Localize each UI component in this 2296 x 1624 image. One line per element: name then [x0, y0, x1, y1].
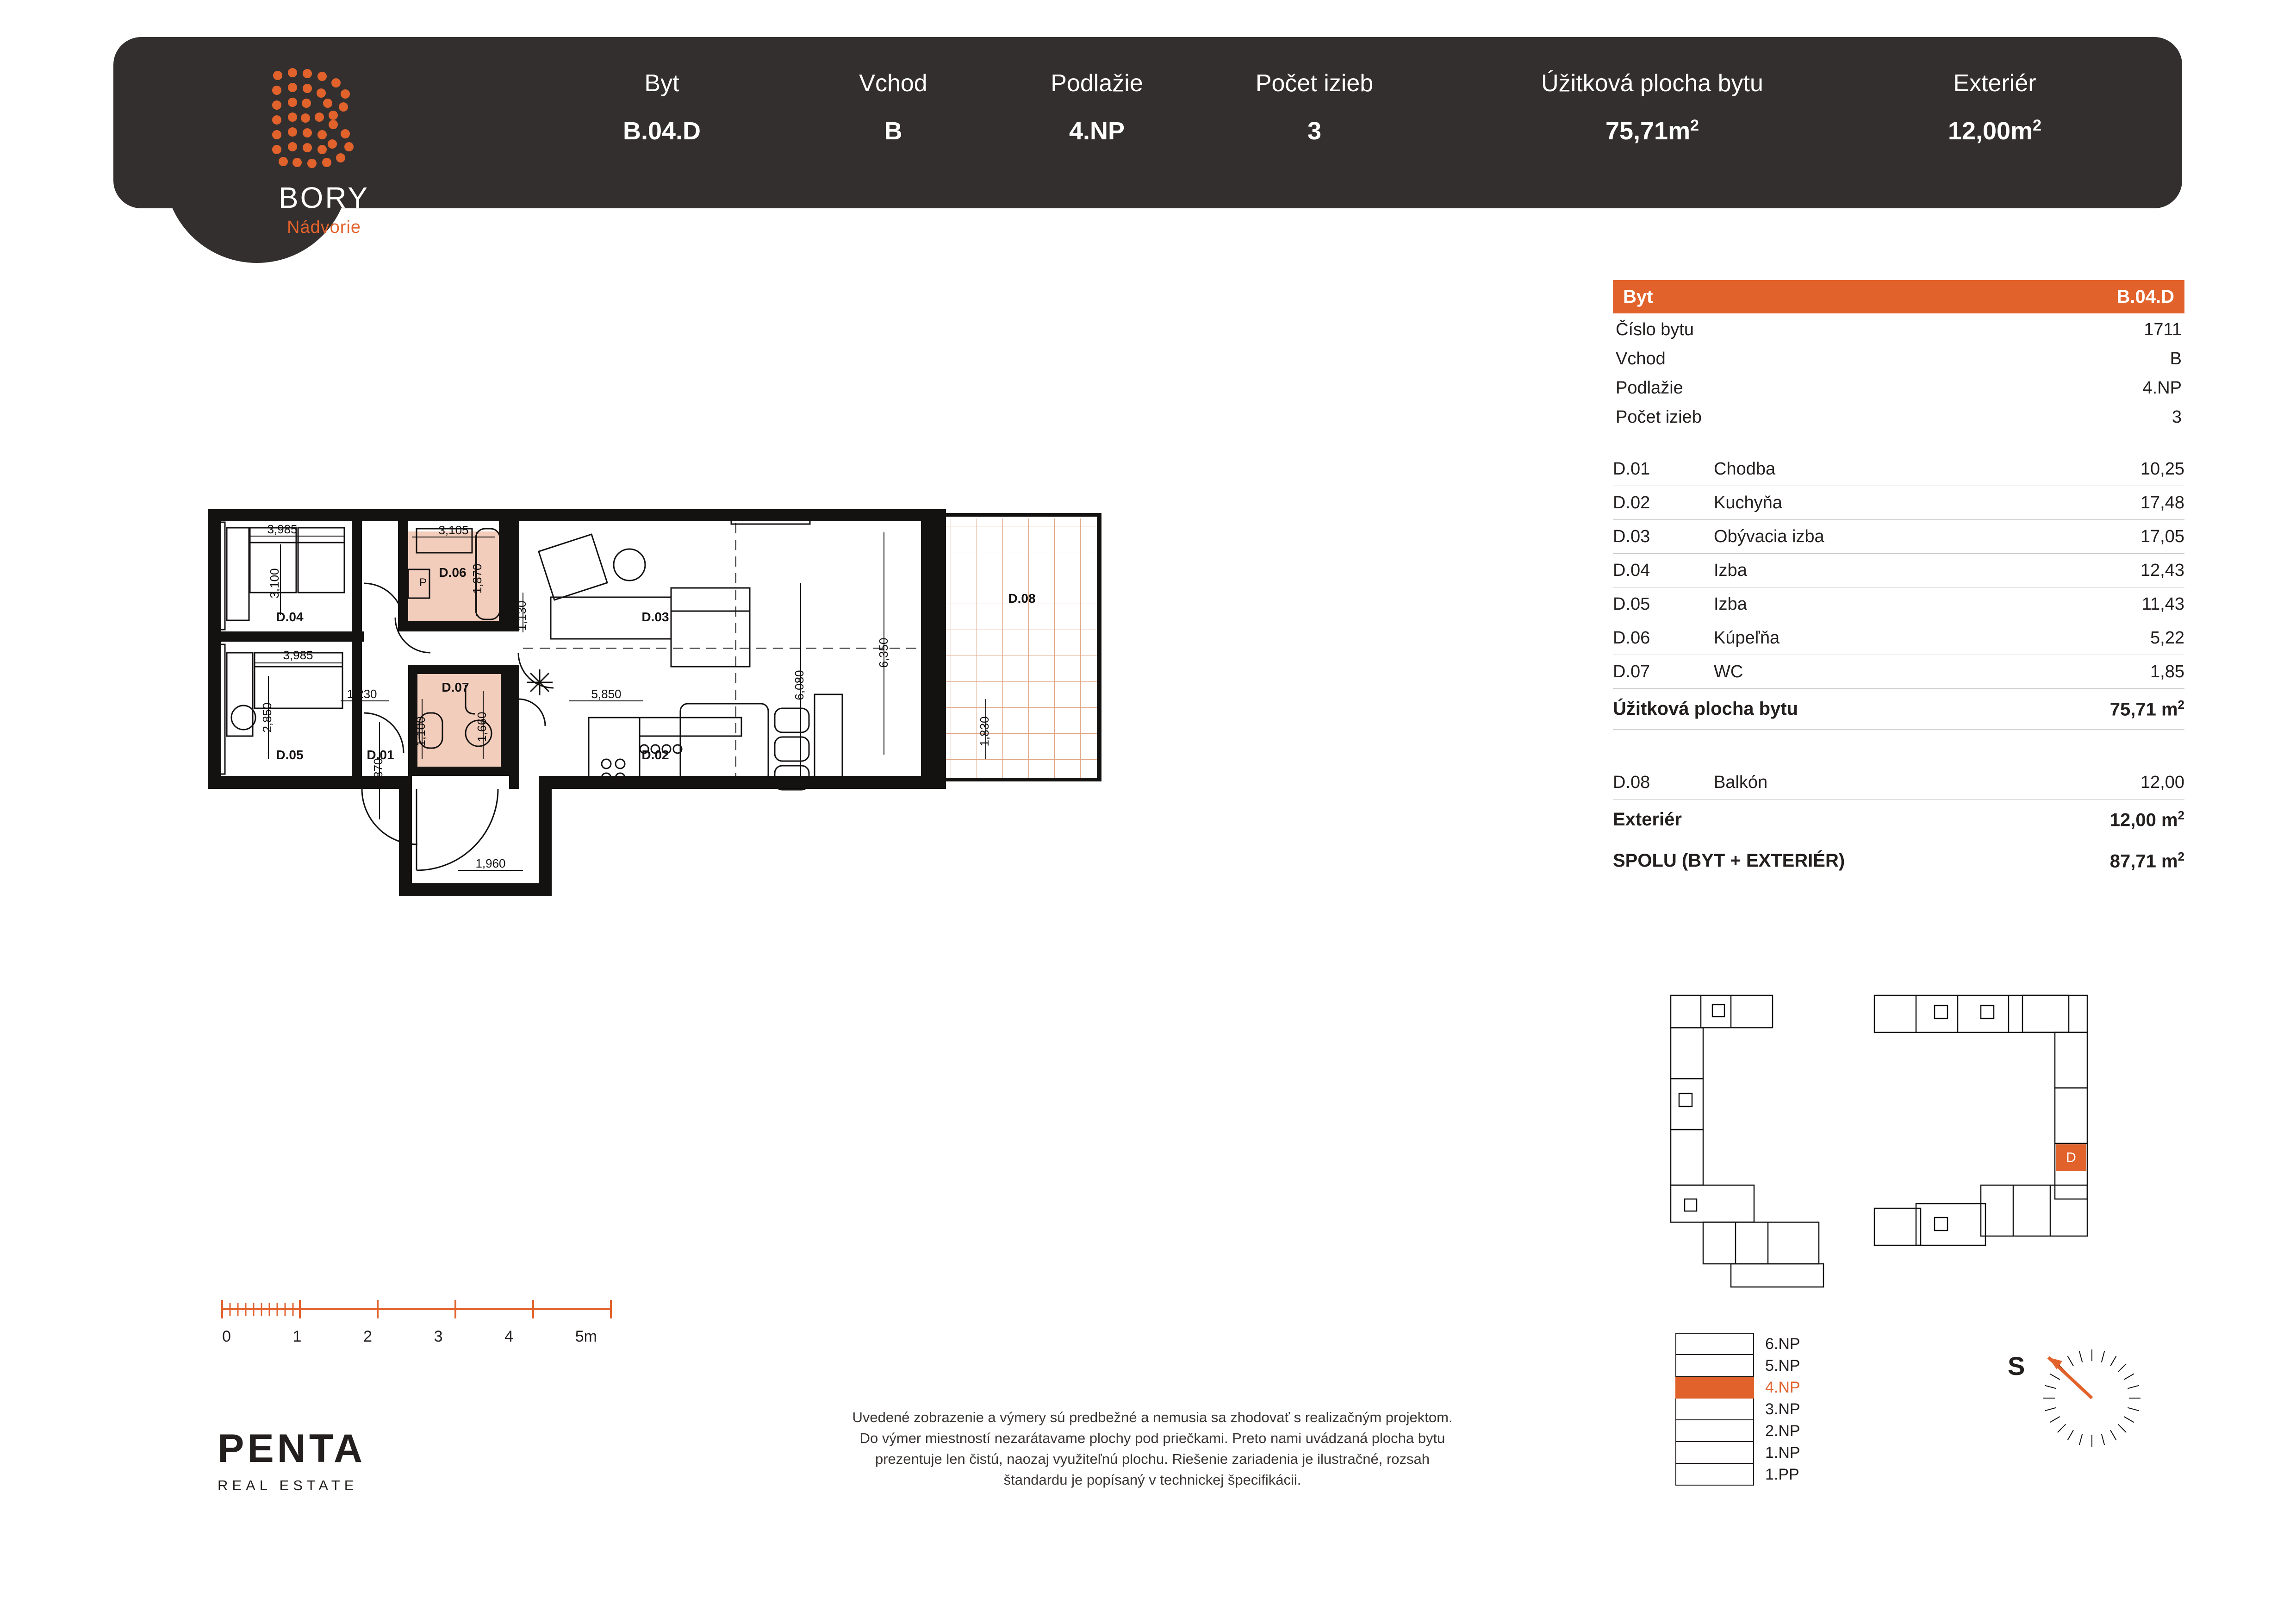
floor-row-1np[interactable] [1675, 1442, 1888, 1464]
header-col-uzitkova-plocha [1430, 69, 1874, 145]
apartment-info-table [1613, 280, 2184, 881]
floor-row-6np[interactable] [1675, 1333, 1888, 1355]
dim-text: 2,850 [260, 702, 274, 733]
meta-value-cislo-bytu: 1711 [2144, 320, 2182, 339]
floor-box[interactable] [1675, 1399, 1754, 1420]
exterior-sum-row [1613, 800, 2184, 840]
dim-text: 1,230 [347, 687, 377, 701]
scale-tick: 4 [504, 1328, 514, 1345]
dim-text: 3,985 [267, 522, 298, 536]
penta-wordmark: PENTA [218, 1426, 366, 1471]
dim-text: 1,830 [977, 716, 991, 747]
room-name: Balkón [1714, 772, 1768, 792]
brand-name: BORY [278, 181, 370, 214]
dim-text: 1,130 [515, 600, 529, 631]
scale-tick: 0 [222, 1328, 231, 1345]
floor-box[interactable] [1675, 1355, 1754, 1377]
room-label-d07: D.07 [442, 680, 469, 694]
room-area: 12,00 [2140, 772, 2184, 792]
exterior-table [1613, 766, 2184, 881]
table-row [1613, 587, 2184, 621]
floor-label: 1.PP [1765, 1466, 1799, 1483]
meta-value-vchod: B [2170, 349, 2182, 369]
header-value-vchod: B [884, 117, 902, 145]
room-name: Kúpeľňa [1714, 628, 1780, 648]
header-label-exterier: Exteriér [1953, 70, 2036, 97]
info-meta-row [1613, 401, 2184, 430]
total-value: 87,71 $m^2$ [2109, 849, 2184, 872]
room-label-d02: D.02 [641, 748, 669, 762]
exterior-label: Exteriér [1613, 809, 1682, 830]
room-label-d05: D.05 [276, 748, 304, 762]
brand-subtitle: Nádvorie [286, 218, 361, 237]
usable-area-label: Úžitková plocha bytu [1613, 699, 1798, 719]
room-code: D.01 [1613, 459, 1650, 479]
room-code: D.07 [1613, 662, 1650, 681]
info-meta-row [1613, 372, 2184, 401]
meta-value-podlazie: 4.NP [2142, 378, 2182, 398]
meta-key-pocet-izieb: Počet izieb [1616, 407, 1702, 427]
room-area: 1,85 [2150, 662, 2184, 681]
floor-label-active: 4.NP [1765, 1379, 1800, 1396]
usable-area-value: 75,71 $m^2$ [2109, 698, 2184, 720]
dim-text: 3,985 [283, 648, 313, 662]
room-code: D.02 [1613, 493, 1650, 512]
meta-key-vchod: Vchod [1616, 349, 1666, 369]
room-code: D.04 [1613, 560, 1650, 580]
header-value-uzitkova-plocha: $75,71m^2$ [1605, 117, 1699, 145]
floor-row-1pp[interactable] [1675, 1464, 1888, 1486]
penta-tagline: REAL ESTATE [218, 1477, 358, 1493]
floor-box[interactable] [1675, 1442, 1754, 1464]
floor-row-4np[interactable] [1675, 1377, 1888, 1399]
keyplan-highlight-label: D [2066, 1150, 2076, 1165]
floor-box[interactable] [1675, 1333, 1754, 1355]
site-keyplan [1657, 986, 2175, 1301]
info-title-value: B.04.D [2116, 286, 2174, 307]
dim-text: 6,080 [792, 670, 806, 700]
scale-tick: 5m [575, 1328, 597, 1345]
floor-label: 5.NP [1765, 1357, 1800, 1374]
dim-text: 1,870 [470, 563, 484, 594]
table-row [1613, 520, 2184, 554]
floor-label: 1.NP [1765, 1444, 1800, 1462]
scale-tick: 3 [434, 1328, 443, 1345]
dim-text: 5,850 [591, 687, 622, 701]
header-label-podlazie: Podlažie [1051, 70, 1143, 97]
floor-label: 2.NP [1765, 1422, 1800, 1440]
table-row [1613, 655, 2184, 689]
dim-text: 5,870 [371, 758, 385, 788]
header-label-uzitkova-plocha: Úžitková plocha bytu [1541, 70, 1763, 97]
header-col-pocet-izieb [1199, 69, 1430, 145]
floor-selector[interactable] [1675, 1333, 1888, 1486]
header-label-byt: Byt [644, 70, 679, 97]
dim-text: 1,960 [475, 856, 506, 870]
floor-box-active[interactable] [1675, 1377, 1754, 1399]
room-label-d01: D.01 [367, 748, 394, 762]
compass-north-label: S [2008, 1351, 2025, 1380]
total-sum-row [1613, 840, 2184, 881]
room-name: Izba [1714, 560, 1747, 580]
dim-text: 3,105 [438, 523, 469, 537]
table-row [1613, 621, 2184, 655]
meta-value-pocet-izieb: 3 [2172, 407, 2182, 427]
room-label-d08: D.08 [1008, 591, 1036, 606]
meta-key-cislo-bytu: Číslo bytu [1616, 320, 1694, 339]
floor-box[interactable] [1675, 1420, 1754, 1442]
info-meta-row [1613, 313, 2184, 343]
scale-tick-labels [222, 1328, 597, 1346]
room-label-d03: D.03 [641, 610, 669, 624]
compass [2004, 1329, 2157, 1468]
room-name: Chodba [1714, 459, 1776, 479]
floor-row-3np[interactable] [1675, 1399, 1888, 1420]
floor-row-2np[interactable] [1675, 1420, 1888, 1442]
scale-tick: 1 [292, 1328, 302, 1345]
meta-key-podlazie: Podlažie [1616, 378, 1683, 398]
room-code: D.08 [1613, 772, 1650, 792]
floor-row-5np[interactable] [1675, 1355, 1888, 1377]
exterior-value: 12,00 $m^2$ [2109, 808, 2184, 831]
header-value-byt: B.04.D [622, 117, 701, 145]
floor-label: 3.NP [1765, 1400, 1800, 1418]
room-code: D.03 [1613, 526, 1650, 546]
header-value-exterier: $12,00m^2$ [1948, 117, 2042, 145]
room-area: 17,05 [2140, 526, 2184, 546]
room-area: 12,43 [2140, 560, 2184, 580]
penta-logo [218, 1426, 366, 1494]
dim-text: 3,100 [268, 568, 281, 599]
room-area: 11,43 [2141, 594, 2184, 614]
room-name: Izba [1714, 594, 1747, 614]
balcony-area [946, 518, 1099, 778]
room-name: WC [1714, 662, 1743, 681]
room-label-d06: D.06 [439, 565, 467, 580]
header-label-pocet-izieb: Počet izieb [1255, 70, 1374, 97]
info-title-bar [1613, 280, 2184, 313]
room-area: 5,22 [2150, 628, 2184, 648]
floorplan [199, 500, 1384, 1176]
header-columns [532, 69, 2129, 176]
total-label: SPOLU (BYT + EXTERIÉR) [1613, 850, 1845, 871]
floor-box[interactable] [1675, 1464, 1754, 1486]
disclaimer-text: Uvedené zobrazenie a výmery sú predbežné a nemusia sa zhodovať s realizačným projektom. Do výmer miestností nezarátavame plochy pod priečkami. Preto nami uvádzaná plocha bytu prezentuje len čistú, naozaj využiteľnú plochu. Riešenie zariadenia je ilustračné, rozsah štandardu je popísaný v technickej špecifikácii. [852, 1409, 1453, 1488]
info-title-label: Byt [1623, 286, 1653, 307]
header-col-byt [532, 69, 791, 145]
dim-text: 6,350 [877, 637, 890, 668]
wardrobe-label: P [419, 576, 427, 589]
bory-logo-icon [259, 65, 389, 171]
room-code: D.06 [1613, 628, 1650, 648]
floor-label: 6.NP [1765, 1335, 1800, 1353]
scale-tick: 2 [363, 1328, 373, 1345]
usable-area-row [1613, 689, 2184, 730]
room-name: Obývacia izba [1714, 526, 1824, 546]
table-row [1613, 486, 2184, 520]
room-area: 10,25 [2140, 459, 2184, 479]
room-code: D.05 [1613, 594, 1650, 614]
room-name: Kuchyňa [1714, 493, 1782, 512]
table-row [1613, 452, 2184, 486]
scale-bar [218, 1296, 634, 1346]
header-col-podlazie [995, 69, 1199, 145]
header-value-podlazie: 4.NP [1069, 117, 1125, 145]
table-row [1613, 766, 2184, 800]
dim-text: 1,100 [414, 716, 428, 747]
header-label-vchod: Vchod [859, 70, 927, 97]
header-col-exterier [1874, 69, 2115, 145]
room-table [1613, 452, 2184, 730]
room-label-d04: D.04 [276, 610, 304, 624]
info-meta-row [1613, 343, 2184, 372]
room-area: 17,48 [2140, 493, 2184, 512]
header-col-vchod [791, 69, 995, 145]
dim-text: 1,660 [475, 712, 489, 742]
header-value-pocet-izieb: 3 [1307, 117, 1322, 145]
table-row [1613, 554, 2184, 587]
